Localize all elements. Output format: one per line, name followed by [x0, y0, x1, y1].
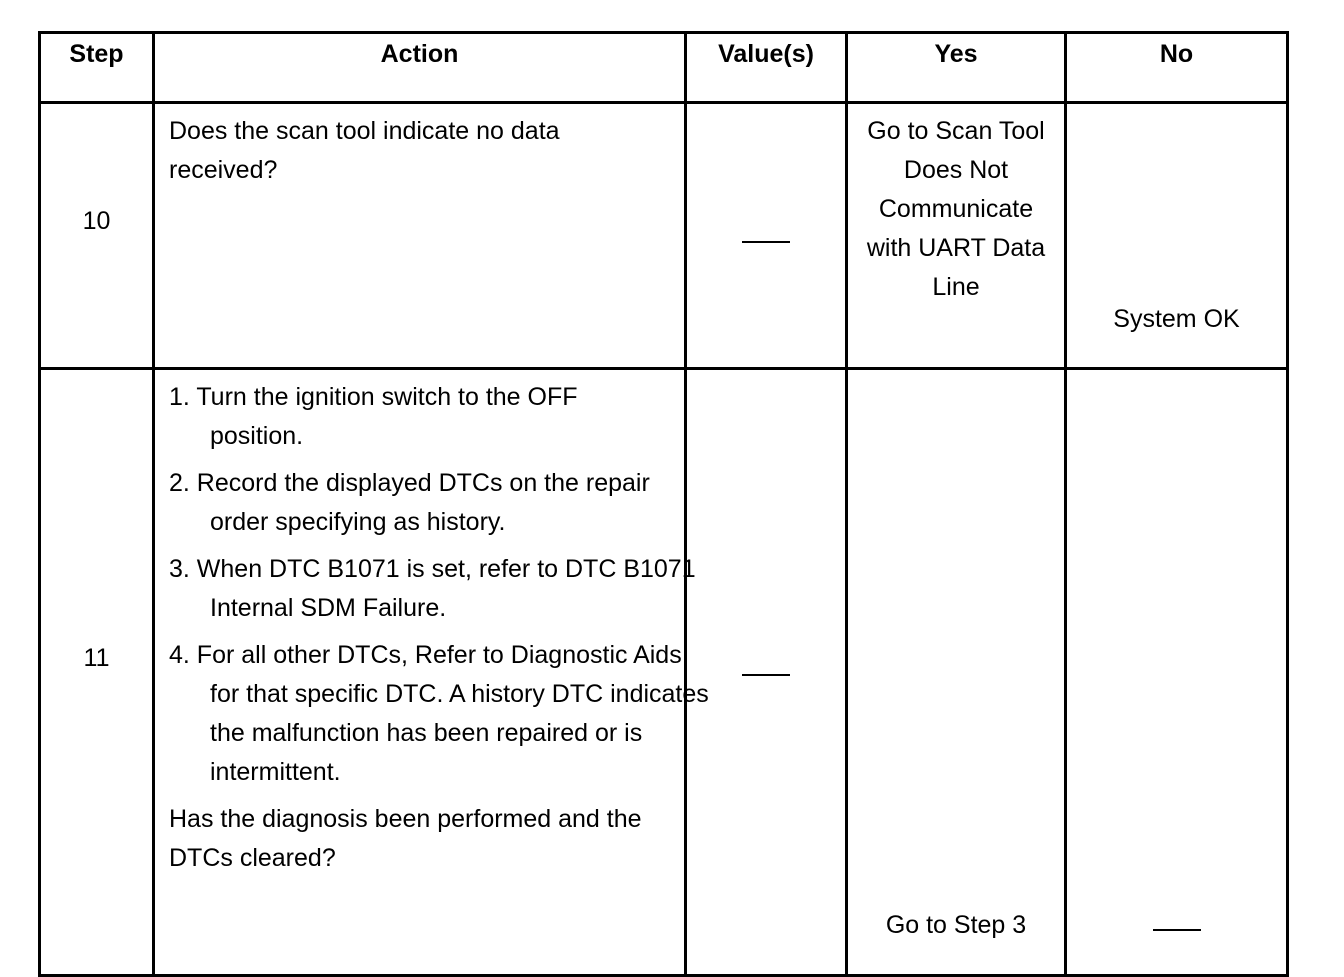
action-list — [169, 378, 709, 792]
yes-link: Go to Scan Tool Does Not Communicate with UART Data Line — [866, 117, 1046, 301]
header-action: Action — [154, 33, 686, 103]
action-item-3: 3. When DTC B1071 is set, refer to DTC B1071 Internal SDM Failure. — [169, 555, 696, 622]
action-cell — [154, 103, 686, 369]
header-row — [40, 33, 1288, 103]
no-cell: System OK — [1066, 103, 1288, 369]
diagnostic-table — [38, 31, 1289, 977]
header-values: Value(s) — [686, 33, 847, 103]
header-yes: Yes — [847, 33, 1066, 103]
no-dash — [1153, 929, 1201, 931]
action-item-4: 4. For all other DTCs, Refer to Diagnostic Aids for that specific DTC. A history DTC indicates the malfunction has been repaired or is intermittent. — [169, 641, 709, 786]
step-number: 10 — [40, 103, 154, 369]
header-no: No — [1066, 33, 1288, 103]
table-row-step-10 — [40, 103, 1288, 369]
step-number: 11 — [40, 369, 154, 976]
header-step: Step — [40, 33, 154, 103]
action-item-1: 1. Turn the ignition switch to the OFF position. — [169, 383, 578, 450]
table-row-step-11 — [40, 369, 1288, 976]
value-cell — [686, 369, 847, 976]
yes-cell: Go to Step 3 — [847, 369, 1066, 976]
action-item-2: 2. Record the displayed DTCs on the repair order specifying as history. — [169, 469, 650, 536]
action-question: Does the scan tool indicate no data received? — [169, 117, 560, 184]
value-dash — [742, 674, 790, 676]
value-dash — [742, 241, 790, 243]
no-cell — [1066, 369, 1288, 976]
action-question: Has the diagnosis been performed and the DTCs cleared? — [169, 805, 642, 872]
yes-cell — [847, 103, 1066, 369]
action-cell — [154, 369, 709, 976]
value-cell — [686, 103, 847, 369]
